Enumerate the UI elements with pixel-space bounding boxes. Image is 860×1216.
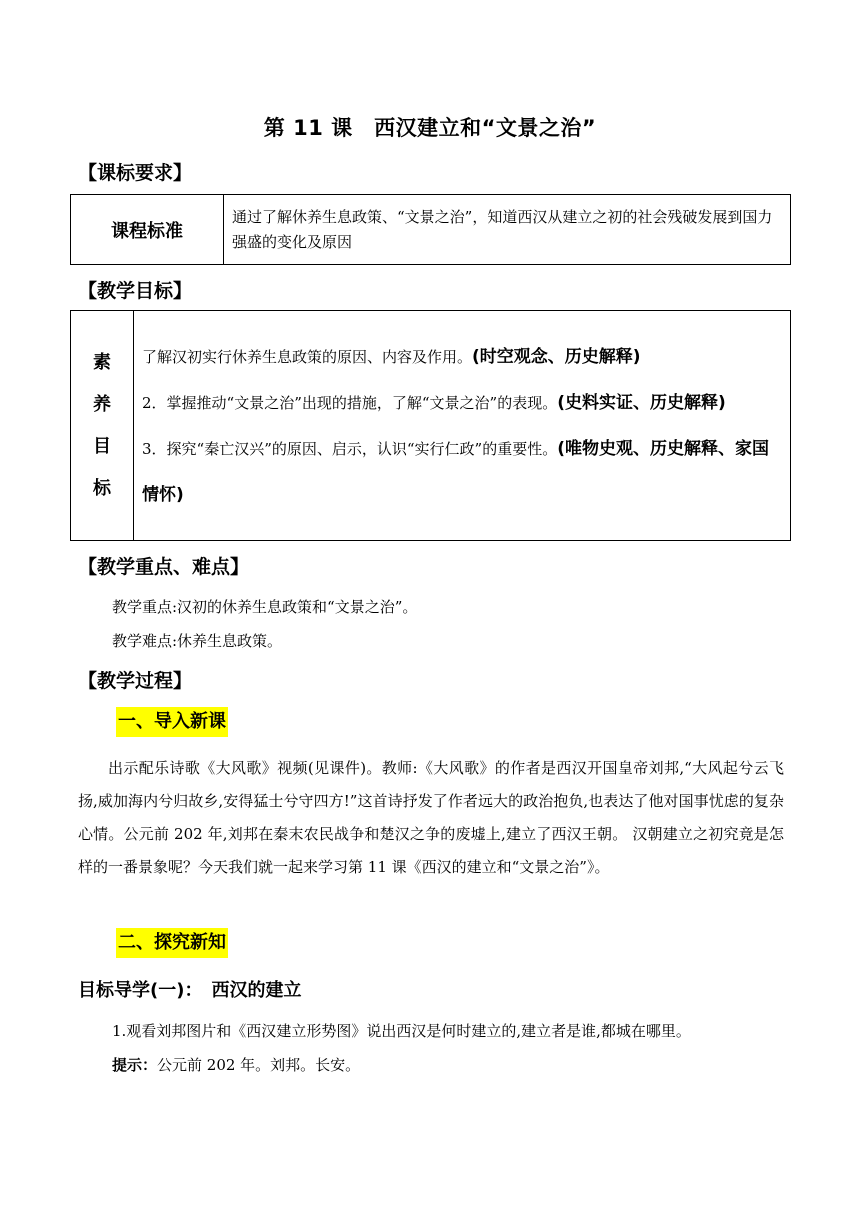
objective-competency-tag: (时空观念、历史解释) xyxy=(472,346,641,367)
step-explore-heading: 二、探究新知 xyxy=(116,928,228,958)
section-curriculum-requirements: 【课标要求】 xyxy=(78,162,193,184)
teaching-difficulty: 教学难点:休养生息政策。 xyxy=(112,632,283,650)
objective-competency-tag: (史料实证、历史解释) xyxy=(557,392,726,413)
teaching-focus: 教学重点:汉初的休养生息政策和“文景之治”。 xyxy=(112,598,418,616)
curriculum-standard-table xyxy=(70,194,791,265)
intro-paragraph: 出示配乐诗歌《大风歌》视频(见课件)。教师:《大风歌》的作者是西汉开国皇帝刘邦,“大风起兮云飞扬,威加海内兮归故乡,安得猛士兮守四方!”这首诗抒发了作者远大的政治抱负,也表达了他对国事忧虑的复杂心情。公元前 202 年,刘邦在秦末农民战争和楚汉之争的废墟上,建立了西汉王朝。 汉朝建立之初究竟是怎样的一番景象呢？今天我们就一起来学习第 11 课《西汉的建立和“文景之治”》。 xyxy=(78,759,784,876)
literacy-label-char: 养 xyxy=(93,393,111,415)
objective-competency-tag: (唯物史观、历史解释、家国情怀) xyxy=(142,438,770,505)
objective-item xyxy=(142,426,782,518)
literacy-objectives-table xyxy=(70,310,791,541)
question-1: 1.观看刘邦图片和《西汉建立形势图》说出西汉是何时建立的,建立者是谁,都城在哪里。 xyxy=(112,1022,691,1040)
hint-answer: 公元前 202 年。刘邦。长安。 xyxy=(157,1056,361,1074)
objective-text: 了解汉初实行休养生息政策的原因、内容及作用。 xyxy=(142,347,473,366)
literacy-objectives-list xyxy=(134,311,791,541)
section-key-difficult-points: 【教学重点、难点】 xyxy=(78,556,250,578)
objective-item xyxy=(142,380,782,426)
standard-label: 课程标准 xyxy=(71,195,224,265)
step-intro-heading: 一、导入新课 xyxy=(116,707,228,737)
objective-item xyxy=(142,334,782,380)
objective-text: 2．掌握推动“文景之治”出现的措施，了解“文景之治”的表现。 xyxy=(142,393,558,412)
section-teaching-objectives: 【教学目标】 xyxy=(78,280,193,302)
lesson-title: 第 11 课 西汉建立和“文景之治” xyxy=(263,116,597,140)
hint-label: 提示： xyxy=(112,1056,158,1074)
hint-line xyxy=(112,1054,360,1075)
literacy-label-char: 素 xyxy=(93,351,111,373)
standard-text: 通过了解休养生息政策、“文景之治”，知道西汉从建立之初的社会残破发展到国力强盛的变化及原因 xyxy=(224,195,791,265)
objective-text: 3．探究“秦亡汉兴”的原因、启示，认识“实行仁政”的重要性。 xyxy=(142,439,558,458)
section-teaching-process: 【教学过程】 xyxy=(78,670,193,692)
literacy-label-char: 目 xyxy=(93,435,111,457)
literacy-label xyxy=(71,311,134,541)
literacy-label-char: 标 xyxy=(93,477,111,499)
goal-guide-heading: 目标导学(一)： 西汉的建立 xyxy=(78,980,302,1001)
